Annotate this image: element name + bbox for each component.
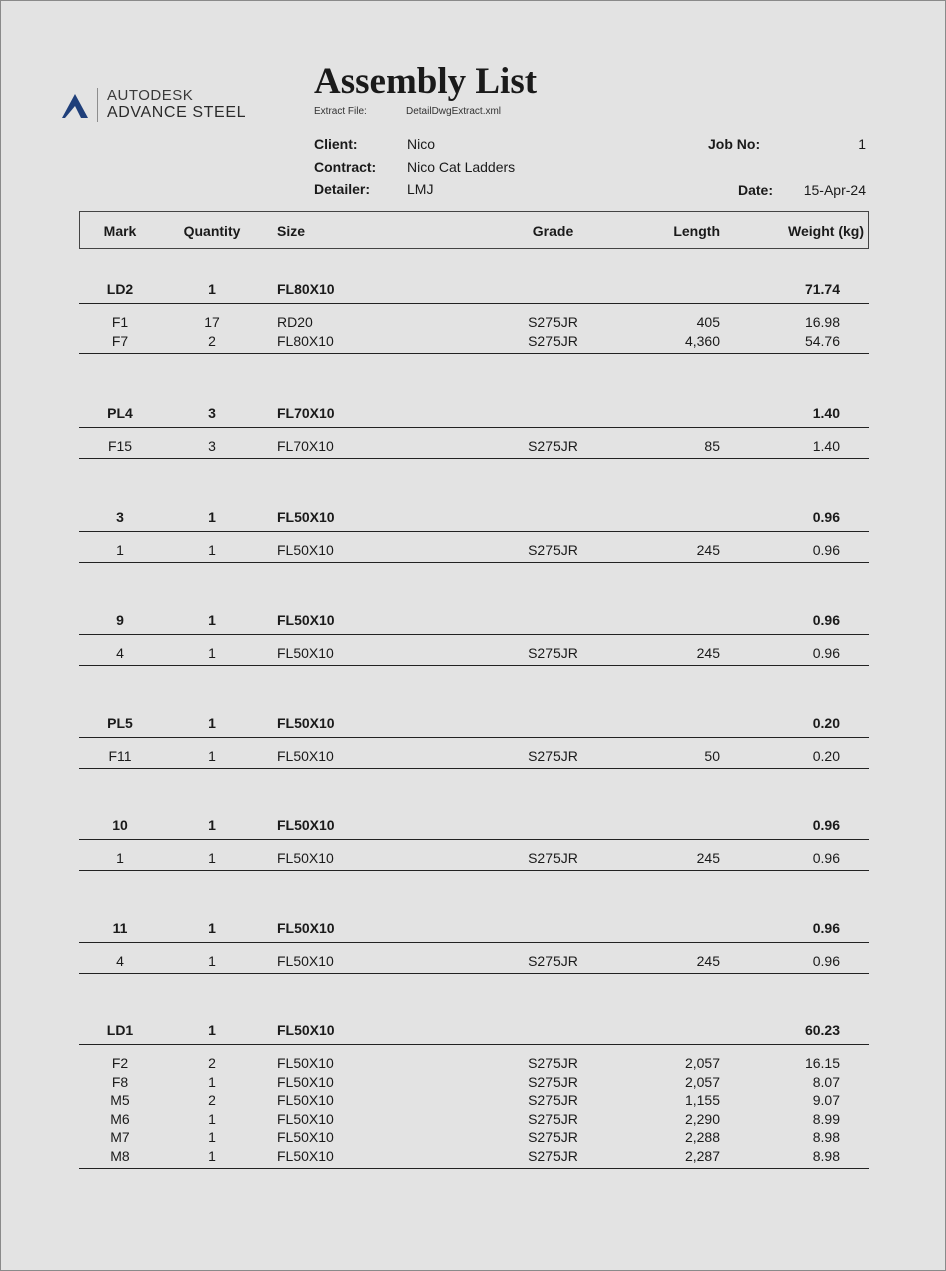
part-weight: 0.20 bbox=[812, 748, 840, 764]
part-weight: 0.96 bbox=[812, 645, 840, 661]
header-mark: Mark bbox=[103, 223, 137, 239]
part-length: 245 bbox=[696, 645, 720, 661]
assembly-divider bbox=[79, 427, 869, 428]
assembly-mark: 9 bbox=[116, 612, 124, 628]
part-mark: 4 bbox=[116, 645, 124, 661]
part-grade: S275JR bbox=[528, 1074, 578, 1090]
assembly-divider bbox=[79, 303, 869, 304]
assembly-weight: 0.96 bbox=[812, 612, 840, 628]
part-size: FL50X10 bbox=[277, 953, 334, 969]
part-mark: M7 bbox=[110, 1129, 130, 1145]
contract-value: Nico Cat Ladders bbox=[407, 159, 516, 175]
part-grade: S275JR bbox=[528, 1055, 578, 1071]
assembly-mark: 10 bbox=[112, 817, 128, 833]
part-weight: 1.40 bbox=[812, 438, 840, 454]
part-quantity: 1 bbox=[208, 1129, 216, 1145]
assembly-end-line bbox=[79, 458, 869, 459]
part-size: FL50X10 bbox=[277, 1074, 334, 1090]
part-quantity: 2 bbox=[208, 333, 216, 349]
logo-line1: AUTODESK bbox=[107, 87, 194, 104]
assembly-divider bbox=[79, 531, 869, 532]
part-length: 2,057 bbox=[684, 1074, 720, 1090]
part-quantity: 1 bbox=[208, 953, 216, 969]
part-size: FL50X10 bbox=[277, 1111, 334, 1127]
part-quantity: 1 bbox=[208, 645, 216, 661]
assembly-weight: 71.74 bbox=[804, 281, 840, 297]
part-mark: F15 bbox=[107, 438, 133, 454]
part-weight: 8.99 bbox=[812, 1111, 840, 1127]
autodesk-a-icon bbox=[61, 92, 89, 120]
assembly-mark: 11 bbox=[112, 920, 128, 936]
assembly-weight: 0.20 bbox=[812, 715, 840, 731]
part-grade: S275JR bbox=[528, 1129, 578, 1145]
assembly-weight: 0.96 bbox=[812, 817, 840, 833]
part-mark: 1 bbox=[116, 542, 124, 558]
part-length: 2,290 bbox=[684, 1111, 720, 1127]
assembly-size: FL50X10 bbox=[277, 612, 335, 628]
assembly-end-line bbox=[79, 562, 869, 563]
part-size: FL50X10 bbox=[277, 1129, 334, 1145]
part-quantity: 1 bbox=[208, 850, 216, 866]
part-weight: 16.15 bbox=[804, 1055, 840, 1071]
part-weight: 0.96 bbox=[812, 542, 840, 558]
part-quantity: 3 bbox=[208, 438, 216, 454]
assembly-divider bbox=[79, 737, 869, 738]
part-weight: 16.98 bbox=[804, 314, 840, 330]
part-quantity: 1 bbox=[208, 1074, 216, 1090]
assembly-weight: 0.96 bbox=[812, 920, 840, 936]
part-grade: S275JR bbox=[528, 850, 578, 866]
assembly-size: FL50X10 bbox=[277, 715, 335, 731]
contract-label: Contract: bbox=[314, 159, 377, 175]
part-weight: 0.96 bbox=[812, 953, 840, 969]
part-length: 245 bbox=[696, 542, 720, 558]
assembly-end-line bbox=[79, 870, 869, 871]
assembly-divider bbox=[79, 942, 869, 943]
part-weight: 8.98 bbox=[812, 1129, 840, 1145]
part-grade: S275JR bbox=[528, 1092, 578, 1108]
part-grade: S275JR bbox=[528, 542, 578, 558]
part-weight: 8.98 bbox=[812, 1148, 840, 1164]
part-grade: S275JR bbox=[528, 314, 578, 330]
assembly-end-line bbox=[79, 353, 869, 354]
part-grade: S275JR bbox=[528, 748, 578, 764]
assembly-mark: LD1 bbox=[106, 1022, 134, 1038]
logo-separator bbox=[97, 88, 98, 122]
assembly-size: FL50X10 bbox=[277, 817, 335, 833]
part-length: 1,155 bbox=[684, 1092, 720, 1108]
part-length: 245 bbox=[696, 850, 720, 866]
assembly-size: FL80X10 bbox=[277, 281, 335, 297]
extract-file-value: DetailDwgExtract.xml bbox=[406, 106, 502, 117]
detailer-value: LMJ bbox=[407, 181, 434, 197]
header-length: Length bbox=[673, 223, 720, 239]
part-mark: F2 bbox=[111, 1055, 129, 1071]
part-length: 4,360 bbox=[684, 333, 720, 349]
header-quantity: Quantity bbox=[183, 223, 241, 239]
part-weight: 54.76 bbox=[804, 333, 840, 349]
part-length: 405 bbox=[696, 314, 720, 330]
assembly-end-line bbox=[79, 665, 869, 666]
assembly-end-line bbox=[79, 768, 869, 769]
assembly-weight: 60.23 bbox=[804, 1022, 840, 1038]
part-grade: S275JR bbox=[528, 438, 578, 454]
assembly-quantity: 1 bbox=[208, 817, 216, 833]
part-quantity: 1 bbox=[208, 1111, 216, 1127]
part-quantity: 1 bbox=[208, 1148, 216, 1164]
logo-line2: ADVANCE STEEL bbox=[107, 104, 247, 121]
assembly-mark: 3 bbox=[116, 509, 124, 525]
part-size: FL50X10 bbox=[277, 542, 334, 558]
part-size: FL50X10 bbox=[277, 1148, 334, 1164]
assembly-end-line bbox=[79, 1168, 869, 1169]
part-size: FL70X10 bbox=[277, 438, 334, 454]
client-value: Nico bbox=[407, 136, 436, 152]
part-mark: F11 bbox=[108, 748, 132, 764]
assembly-end-line bbox=[79, 973, 869, 974]
assembly-size: FL70X10 bbox=[277, 405, 335, 421]
part-grade: S275JR bbox=[528, 953, 578, 969]
part-weight: 9.07 bbox=[812, 1092, 840, 1108]
assembly-weight: 0.96 bbox=[812, 509, 840, 525]
assembly-quantity: 1 bbox=[208, 1022, 216, 1038]
job-no-label: Job No: bbox=[708, 136, 761, 152]
assembly-quantity: 1 bbox=[208, 612, 216, 628]
part-weight: 0.96 bbox=[812, 850, 840, 866]
part-length: 2,057 bbox=[684, 1055, 720, 1071]
header-size: Size bbox=[277, 223, 306, 239]
detailer-label: Detailer: bbox=[314, 181, 371, 197]
part-mark: M8 bbox=[110, 1148, 130, 1164]
part-size: FL50X10 bbox=[277, 1055, 334, 1071]
assembly-mark: LD2 bbox=[106, 281, 134, 297]
assembly-divider bbox=[79, 839, 869, 840]
assembly-divider bbox=[79, 1044, 869, 1045]
part-grade: S275JR bbox=[528, 1148, 578, 1164]
part-mark: M6 bbox=[110, 1111, 130, 1127]
part-size: FL80X10 bbox=[277, 333, 334, 349]
part-length: 245 bbox=[696, 953, 720, 969]
date-label: Date: bbox=[738, 182, 774, 198]
part-length: 85 bbox=[704, 438, 720, 454]
assembly-quantity: 1 bbox=[208, 281, 216, 297]
part-quantity: 2 bbox=[208, 1055, 216, 1071]
job-no-value: 1 bbox=[858, 136, 866, 152]
part-size: FL50X10 bbox=[277, 645, 334, 661]
part-weight: 8.07 bbox=[812, 1074, 840, 1090]
extract-file-label: Extract File: bbox=[314, 106, 367, 117]
part-grade: S275JR bbox=[528, 333, 578, 349]
part-size: FL50X10 bbox=[277, 748, 334, 764]
assembly-size: FL50X10 bbox=[277, 1022, 335, 1038]
header-weight: Weight (kg) bbox=[788, 223, 864, 239]
part-quantity: 1 bbox=[208, 542, 216, 558]
assembly-quantity: 3 bbox=[208, 405, 216, 421]
assembly-quantity: 1 bbox=[208, 715, 216, 731]
part-mark: F1 bbox=[111, 314, 129, 330]
part-length: 2,287 bbox=[684, 1148, 720, 1164]
part-length: 2,288 bbox=[684, 1129, 720, 1145]
assembly-quantity: 1 bbox=[208, 920, 216, 936]
part-quantity: 1 bbox=[208, 748, 216, 764]
page-title: Assembly List bbox=[314, 61, 538, 102]
date-value: 15-Apr-24 bbox=[803, 182, 866, 198]
part-quantity: 2 bbox=[208, 1092, 216, 1108]
assembly-quantity: 1 bbox=[208, 509, 216, 525]
assembly-size: FL50X10 bbox=[277, 920, 335, 936]
part-mark: F7 bbox=[111, 333, 129, 349]
part-size: FL50X10 bbox=[277, 1092, 334, 1108]
part-mark: 1 bbox=[116, 850, 124, 866]
assembly-divider bbox=[79, 634, 869, 635]
part-grade: S275JR bbox=[528, 645, 578, 661]
part-mark: M5 bbox=[110, 1092, 130, 1108]
part-size: FL50X10 bbox=[277, 850, 334, 866]
part-quantity: 17 bbox=[204, 314, 220, 330]
part-mark: F8 bbox=[111, 1074, 129, 1090]
assembly-size: FL50X10 bbox=[277, 509, 335, 525]
part-length: 50 bbox=[704, 748, 720, 764]
client-label: Client: bbox=[314, 136, 358, 152]
part-mark: 4 bbox=[116, 953, 124, 969]
header-grade: Grade bbox=[532, 223, 574, 239]
part-grade: S275JR bbox=[528, 1111, 578, 1127]
part-size: RD20 bbox=[277, 314, 313, 330]
assembly-mark: PL4 bbox=[107, 405, 133, 421]
assembly-mark: PL5 bbox=[107, 715, 133, 731]
assembly-weight: 1.40 bbox=[812, 405, 840, 421]
